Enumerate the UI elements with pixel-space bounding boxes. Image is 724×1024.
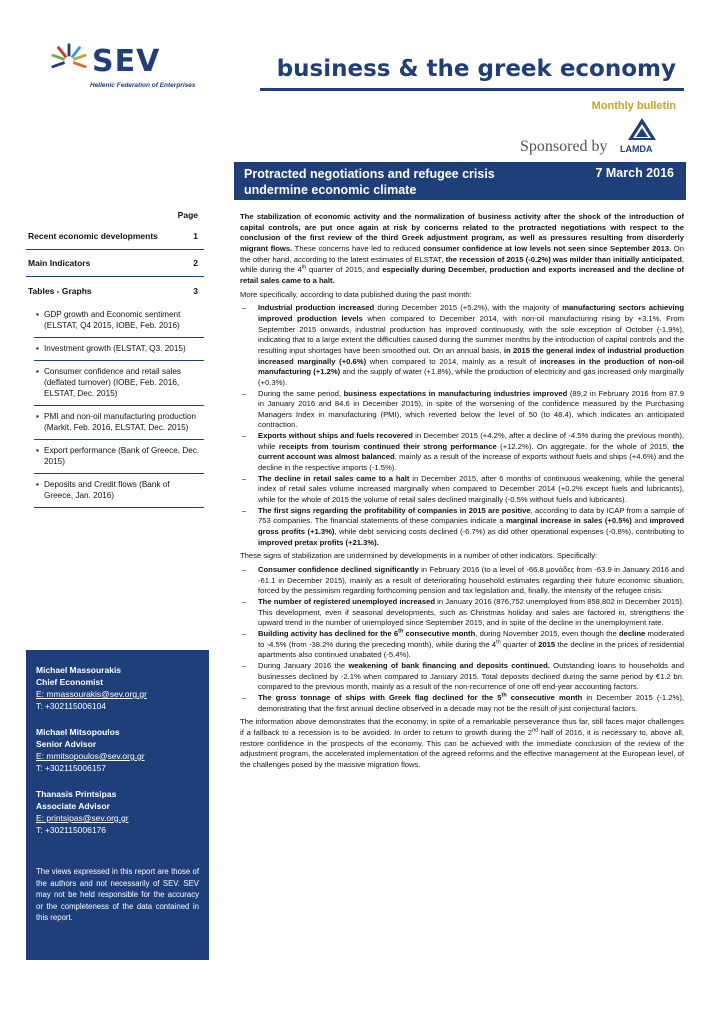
list-item: – Building activity has declined for the 6th consecutive month, during November 2015, even though the decline moderated to -4.5% (from -38.2% during the preceding month), while during the 4th quarter of 2015 the decline in the prices of residential apartments also continued unabated (-5.4%). [240, 629, 684, 661]
bullet-icon: ▪ [36, 367, 39, 376]
toc-subitem-label: Export performance (Bank of Greece, Dec. 2015) [44, 446, 200, 466]
list-item: – The gross tonnage of ships with Greek flag declined for the 5th consecutive month in December 2015 (-1.2%), demonstrating that the first annual decline observed in a decade may not be the result of just conjectural factors. [240, 693, 684, 714]
contact-name: Thanasis Printsipas [36, 789, 117, 799]
toc-entry-page: 2 [193, 258, 198, 268]
contact-email-link[interactable]: E: mmitsopoulos@sev.org.gr [36, 751, 145, 761]
contact-email-link[interactable]: E: mmassourakis@sev.org.gr [36, 689, 147, 699]
toc-subitem[interactable] [34, 304, 204, 338]
toc-page-header: Page [177, 210, 198, 220]
sponsor-label: Sponsored by [520, 138, 608, 155]
sev-logo-icon [50, 42, 88, 80]
negative-developments-list [240, 565, 684, 714]
bullet-icon: ▪ [36, 480, 39, 489]
list-item: – The decline in retail sales came to a halt in December 2015, after 6 months of continuous weakening, while the general index of retail sales volume increased marginally when compared to December 2014 (+0.2% except fuels and lubricants), while for the whole of 2015 the volume of retail sales declined marginally (-0.5% without fuels and lubricants). [240, 474, 684, 506]
toc-subitem-label: PMI and non-oil manufacturing production (Markit, Feb. 2016, ELSTAT, Dec. 2015) [44, 412, 197, 432]
toc-subitem-label: Deposits and Credit flows (Bank of Greece, Jan. 2016) [44, 480, 170, 500]
bulletin-date: 7 March 2016 [595, 166, 674, 180]
contact-role: Chief Economist [36, 677, 104, 687]
disclaimer: The views expressed in this report are those of the authors and not necessarily of SEV. SEV may not be held responsible for the accuracy or the completeness of the data contained in this report. [36, 867, 199, 922]
title-bar [234, 162, 686, 200]
toc-entry[interactable] [26, 223, 204, 250]
contact-phone: T: +302115006157 [36, 763, 107, 773]
toc-entry-page: 1 [193, 231, 198, 241]
publication-title: business & the greek economy [276, 56, 676, 82]
intro-paragraph: The stabilization of economic activity and the normalization of business activity after the shock of the introduction of capital controls, are put once again at risk by concerns related to the protracted negotiations with respect to the conclusion of the first review of the third Greek adjustment program, as well as pressures resulting from disorderly migrant flows. These concerns have led to reduced consumer confidence at low levels not seen since September 2013. On the other hand, according to the latest estimates of ELSTAT, the recession of 2015 (-0.2%) was milder than initially anticipated, while during the 4th quarter of 2015, and especially during December, production and exports increased and the decline of retail sales came to a halt. [240, 212, 685, 285]
list-item: – The first signs regarding the profitability of companies in 2015 are positive, according to data by ICAP from a sample of 753 companies. The financial statements of these companies indicate a marginal increase in sales (+0.5%) and improved gross profits (+1.3%), while debt servicing costs declined (-6.7%) as did other operational expenses (-0.8%), contributing to improved pretax profits (+21.3%). [240, 506, 684, 549]
logo-text: SEV [92, 44, 161, 79]
contact-card [36, 664, 199, 712]
toc-subitem[interactable] [34, 440, 204, 474]
toc-entry-label: Recent economic developments [28, 231, 158, 241]
toc-subitem-label: Consumer confidence and retail sales (deflated turnover) (IOBE, Feb. 2016, ELSTAT, Dec. 2015) [44, 367, 181, 398]
toc-subitem-label: Investment growth (ELSTAT, Q3. 2015) [44, 344, 186, 353]
contacts-panel [26, 650, 209, 960]
sponsor-brand: LAMDA [620, 144, 653, 154]
section-lead: More specifically, according to data published during the past month: [240, 289, 472, 299]
toc-entry[interactable] [26, 250, 204, 277]
toc-entry-page: 3 [193, 285, 198, 296]
bullet-icon: ▪ [36, 310, 39, 319]
list-item: – The number of registered unemployed increased in January 2016 (876,752 unemployed from 858,802 in December 2015). This development, even if seasonal developments, such as Christmas holiday and sales are factored in, strengthens the upward trend in the number of unemployed since September 2015, and in spite of the decline in the unemployment rate. [240, 597, 684, 629]
toc-subitems [26, 304, 204, 508]
list-item: – Consumer confidence declined significantly in February 2016 (to a level of -66.8 μονάδες from -63.9 in January 2016 and -61.1 in December 2015), mainly as a result of deteriorating household estimates regarding their future economic situation, forced by the pessimism regarding forthcoming pension and tax legislation and, finally, the intensity of the refugee crisis. [240, 565, 684, 597]
contact-name: Michael Massourakis [36, 665, 122, 675]
list-item: – Exports without ships and fuels recovered in December 2015 (+4.2%, after a decline of -4.5% during the previous month), while receipts from tourism continued their strong performance (+12.2%). On aggregate, for the whole of 2015, the current account was almost balanced, mainly as a result of the increase of exports without fuels and ships (+4.6%) and the decline in the respective imports (-1.5%). [240, 431, 684, 474]
bullet-icon: ▪ [36, 412, 39, 421]
contact-phone: T: +302115006176 [36, 825, 107, 835]
contact-card [36, 726, 199, 774]
contact-phone: T: +302115006104 [36, 701, 107, 711]
toc-subitem[interactable] [34, 361, 204, 406]
logo-subtitle: Hellenic Federation of Enterprises [90, 82, 196, 89]
list-item: – Industrial production increased during December 2015 (+5.2%), with the majority of manufacturing sectors achieving improved production levels when compared to December 2014, with non-oil manufacturing rising by +3.1%. From September 2015 onwards, industrial production has improved continuously, with the sole exception of October (-1.9%), indicating that to a large extent the difficulties caused during the summer months by the introduction of capital controls and the resulting input shortages have been smoothed out. On an annual basis, in 2015 the general index of industrial production increased marginally (+0.6%) when compared to 2014, mainly as a result of increases in the production of non-oil manufacturing (+1.2%) and the supply of water (+1.8%), while the production of electricity and gas increased only marginally (+0.3%). [240, 303, 684, 388]
contact-name: Michael Mitsopoulos [36, 727, 120, 737]
contact-card [36, 788, 199, 836]
toc-subitem[interactable] [34, 338, 204, 361]
contact-role: Associate Advisor [36, 801, 110, 811]
sev-logo [50, 40, 210, 90]
bulletin-body [240, 212, 684, 773]
contact-role: Senior Advisor [36, 739, 97, 749]
positive-developments-list [240, 303, 684, 548]
toc-entry[interactable] [26, 277, 204, 304]
toc-subitem[interactable] [34, 406, 204, 440]
toc-subitem-label: GDP growth and Economic sentiment (ELSTAT, Q4 2015, IOBE, Feb. 2016) [44, 310, 181, 330]
contact-email-link[interactable]: E: printsipas@sev.org.gr [36, 813, 129, 823]
bullet-icon: ▪ [36, 446, 39, 455]
bulletin-headline: Protracted negotiations and refugee crisis undermine economic climate [244, 167, 495, 197]
section-lead: These signs of stabilization are undermined by developments in a number of other indicators. Specifically: [240, 551, 598, 561]
bullet-icon: ▪ [36, 344, 39, 353]
table-of-contents [26, 210, 204, 508]
header-divider [260, 88, 684, 91]
conclusion-paragraph: The information above demonstrates that the economy, in spite of a remarkable perseverance thus far, still faces major challenges if a fallback to a recession is to be avoided. In order to return to growth during the 2nd half of 2016, it is necessary to, above all, restore confidence in the prospects of the economy. This can be achieved with the immediate conclusion of the review of the adjustment program, the accelerated implementation of the agreed reforms and the effective management at the European level, of the challenges posed by the massive migration flows. [240, 717, 684, 769]
toc-subitem[interactable] [34, 474, 204, 508]
bulletin-label: Monthly bulletin [591, 100, 676, 112]
toc-entry-label: Tables - Graphs [28, 285, 92, 296]
toc-entry-label: Main Indicators [28, 258, 91, 268]
list-item: – During the same period, business expectations in manufacturing industries improved (89,2 in February 2016 from 87.9 in January 2016 and 84.6 in December 2015), in spite of the worsening of the confidence measured by the Purchasing Managers Index in manufacturing (PMI), which reverted below the level of 50 (to 48.4), which indicates an anticipated contraction. [240, 389, 684, 432]
list-item: – During January 2016 the weakening of bank financing and deposits continued. Outstanding loans to households and businesses declined by -2.1% when compared to January 2015. Total deposits declined during the same period by €1.2 bn. compared to the previous month, mainly as a result of the non-recurrence of one off end-year accounting factors. [240, 661, 684, 693]
